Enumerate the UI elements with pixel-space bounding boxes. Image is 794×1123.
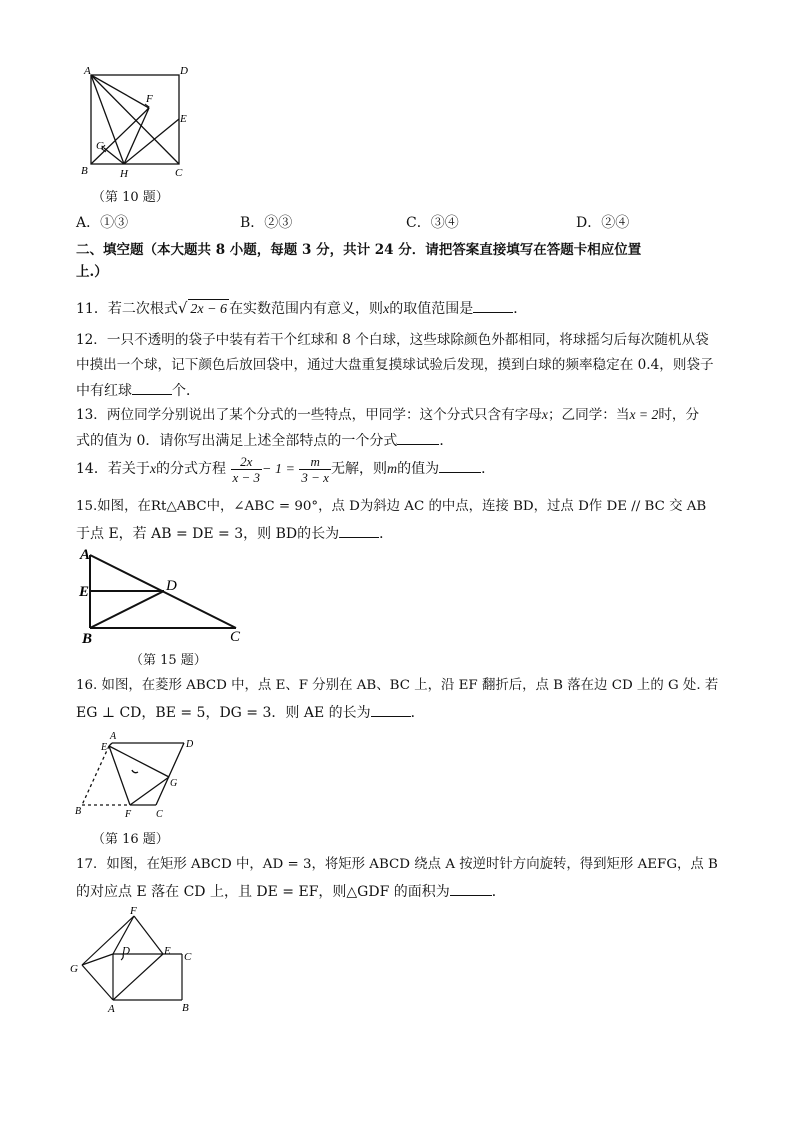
q17-label-C: C — [184, 951, 192, 963]
q16-label-D: D — [186, 739, 194, 750]
figure-q16 — [72, 726, 202, 822]
section2-title: 二、填空题（本大题共 8 小题，每题 3 分，共计 24 分．请把答案直接填写在答题卡相应位置 — [76, 242, 642, 258]
q16-label-C: C — [156, 809, 163, 820]
q14-f2-denominator: 3 − x — [301, 469, 329, 485]
q11-pre: 若二次根式 — [107, 301, 178, 317]
q16-label-A: A — [110, 731, 117, 742]
q14-f1-numerator: 2x — [231, 454, 263, 470]
q15-label-A: A — [80, 547, 91, 563]
q13-line1-post: 时，分 — [658, 407, 700, 423]
q10-label-A: A — [84, 65, 91, 77]
q15-label-D: D — [166, 578, 177, 594]
q10-label-G: G — [96, 140, 104, 152]
q16-label-G: G — [170, 778, 178, 789]
q13-line1-mid: ；乙同学：当 — [547, 407, 630, 423]
q10-option-c — [406, 213, 459, 233]
q12-line2: 中摸出一个球，记下颜色后放回袋中，通过大盘重复摸球试验后发现，摸到白球的频率稳定在 0.4，则袋子 — [76, 357, 714, 373]
q13-var-x: x — [541, 407, 548, 422]
q14-mid: 的分式方程 — [156, 461, 227, 477]
q12-answer-blank[interactable] — [132, 380, 172, 395]
q13-line1-pre: 13．两位同学分别说出了某个分式的一些特点，甲同学：这个分式只含有字母 — [76, 407, 542, 423]
q13-line2-pre: 式的值为 0．请你写出满足上述全部特点的一个分式 — [76, 433, 398, 449]
q10-label-F: F — [146, 93, 153, 105]
q13-line1 — [76, 405, 699, 425]
q15-label-E: E — [79, 584, 90, 600]
q17-label-F: F — [130, 905, 137, 917]
figure-q10 — [76, 64, 196, 182]
figure-q17 — [66, 904, 206, 1019]
q17-label-A: A — [108, 1003, 115, 1015]
q10-label-C: C — [175, 167, 183, 179]
q11-end: ． — [513, 301, 528, 317]
q16-caption: （第 16 题） — [92, 832, 169, 847]
q14-fraction-2 — [299, 454, 331, 485]
q13-cond: x = 2 — [629, 407, 659, 422]
q15-line1: 15.如图，在Rt△ABC中，∠ABC = 90°，点 D为斜边 AC 的中点，连接 BD，过点 D作 DE // BC 交 AB — [76, 499, 707, 514]
q16-label-E: E — [101, 742, 108, 753]
q16-line2-post: ． — [410, 705, 425, 721]
q12-line3-pre: 中有红球 — [76, 383, 132, 399]
option-letter: C． — [406, 215, 431, 231]
radical-sign-icon: √ — [177, 299, 188, 317]
q16-label-F: F — [125, 809, 132, 820]
q14-pre: 14．若关于 — [76, 461, 150, 477]
q13-answer-blank[interactable] — [397, 430, 439, 445]
q17-label-D: D — [122, 945, 130, 957]
q15-caption: （第 15 题） — [130, 653, 207, 668]
q11-mid: 在实数范围内有意义，则 — [229, 301, 384, 317]
section2-title-cont: 上.） — [76, 264, 108, 280]
q17-answer-blank[interactable] — [450, 881, 492, 896]
q17-line2-post: ． — [491, 884, 506, 900]
q17-label-E: E — [164, 945, 171, 957]
q10-option-d — [576, 213, 629, 233]
q14-fraction-1 — [231, 454, 263, 485]
q10-label-E: E — [180, 113, 187, 125]
option-text: ②③ — [264, 215, 293, 231]
q11-text — [76, 298, 527, 320]
option-letter: D． — [576, 215, 602, 231]
q16-label-B: B — [75, 806, 82, 817]
q14-f2-numerator: m — [299, 454, 331, 470]
q15-label-C: C — [230, 629, 241, 645]
q17-line2-pre: 的对应点 E 落在 CD 上，且 DE = EF，则△GDF 的面积为 — [76, 884, 450, 900]
q15-label-B: B — [82, 631, 93, 645]
q10-option-b — [240, 213, 292, 233]
q14-answer-blank[interactable] — [439, 458, 481, 473]
q10-label-D: D — [180, 65, 188, 77]
q14-text — [76, 452, 495, 487]
q13-line2 — [76, 430, 453, 451]
q14-minus: − 1 = — [262, 462, 295, 477]
option-letter: B． — [240, 215, 265, 231]
q12-line3 — [76, 380, 200, 401]
q15-line2-post: ． — [379, 526, 394, 542]
q11-var: x — [383, 302, 390, 317]
q11-radicand: 2x − 6 — [188, 299, 229, 320]
q17-line2 — [76, 881, 506, 902]
q11-answer-blank[interactable] — [473, 298, 513, 313]
option-text: ③④ — [430, 215, 459, 231]
q17-label-G: G — [70, 963, 78, 975]
q10-label-H: H — [120, 168, 128, 180]
q16-answer-blank[interactable] — [371, 702, 411, 717]
q13-line2-post: ． — [439, 433, 454, 449]
option-text: ①③ — [100, 215, 129, 231]
q16-line2-pre: EG ⊥ CD，BE = 5，DG = 3．则 AE 的长为 — [76, 705, 371, 721]
q11-num: 11． — [76, 301, 108, 317]
q16-line2 — [76, 702, 425, 723]
q11-post: 的取值范围是 — [389, 301, 474, 317]
q15-line2 — [76, 523, 393, 544]
option-letter: A． — [76, 215, 101, 231]
q14-var: x — [149, 462, 157, 477]
q10-label-B: B — [81, 165, 88, 177]
q10-option-a — [76, 213, 128, 233]
q16-line1: 16. 如图，在菱形 ABCD 中，点 E、F 分别在 AB、BC 上，沿 EF 翻折后，点 B 落在边 CD 上的 G 处. 若 — [76, 678, 719, 693]
q10-caption: （第 10 题） — [92, 190, 169, 205]
q14-post2: 的值为 — [397, 461, 440, 477]
q17-label-B: B — [182, 1002, 189, 1014]
q14-post: 无解，则 — [330, 461, 387, 477]
q14-end: ． — [481, 461, 496, 477]
figure-q15 — [76, 545, 256, 645]
q17-line1: 17．如图，在矩形 ABCD 中，AD = 3，将矩形 ABCD 绕点 A 按逆时针方向旋转，得到矩形 AEFG，点 B — [76, 857, 718, 872]
option-text: ②④ — [601, 215, 630, 231]
q15-line2-pre: 于点 E，若 AB = DE = 3，则 BD的长为 — [76, 526, 340, 542]
q14-f1-denominator: x − 3 — [232, 469, 261, 485]
q12-line3-post: 个． — [172, 383, 200, 399]
q12-line1: 12．一只不透明的袋子中装有若干个红球和 8 个白球，这些球除颜色外都相同，将球摇匀后每次随机从袋 — [76, 332, 709, 348]
q15-answer-blank[interactable] — [339, 523, 379, 538]
q14-var-m: m — [386, 462, 398, 477]
